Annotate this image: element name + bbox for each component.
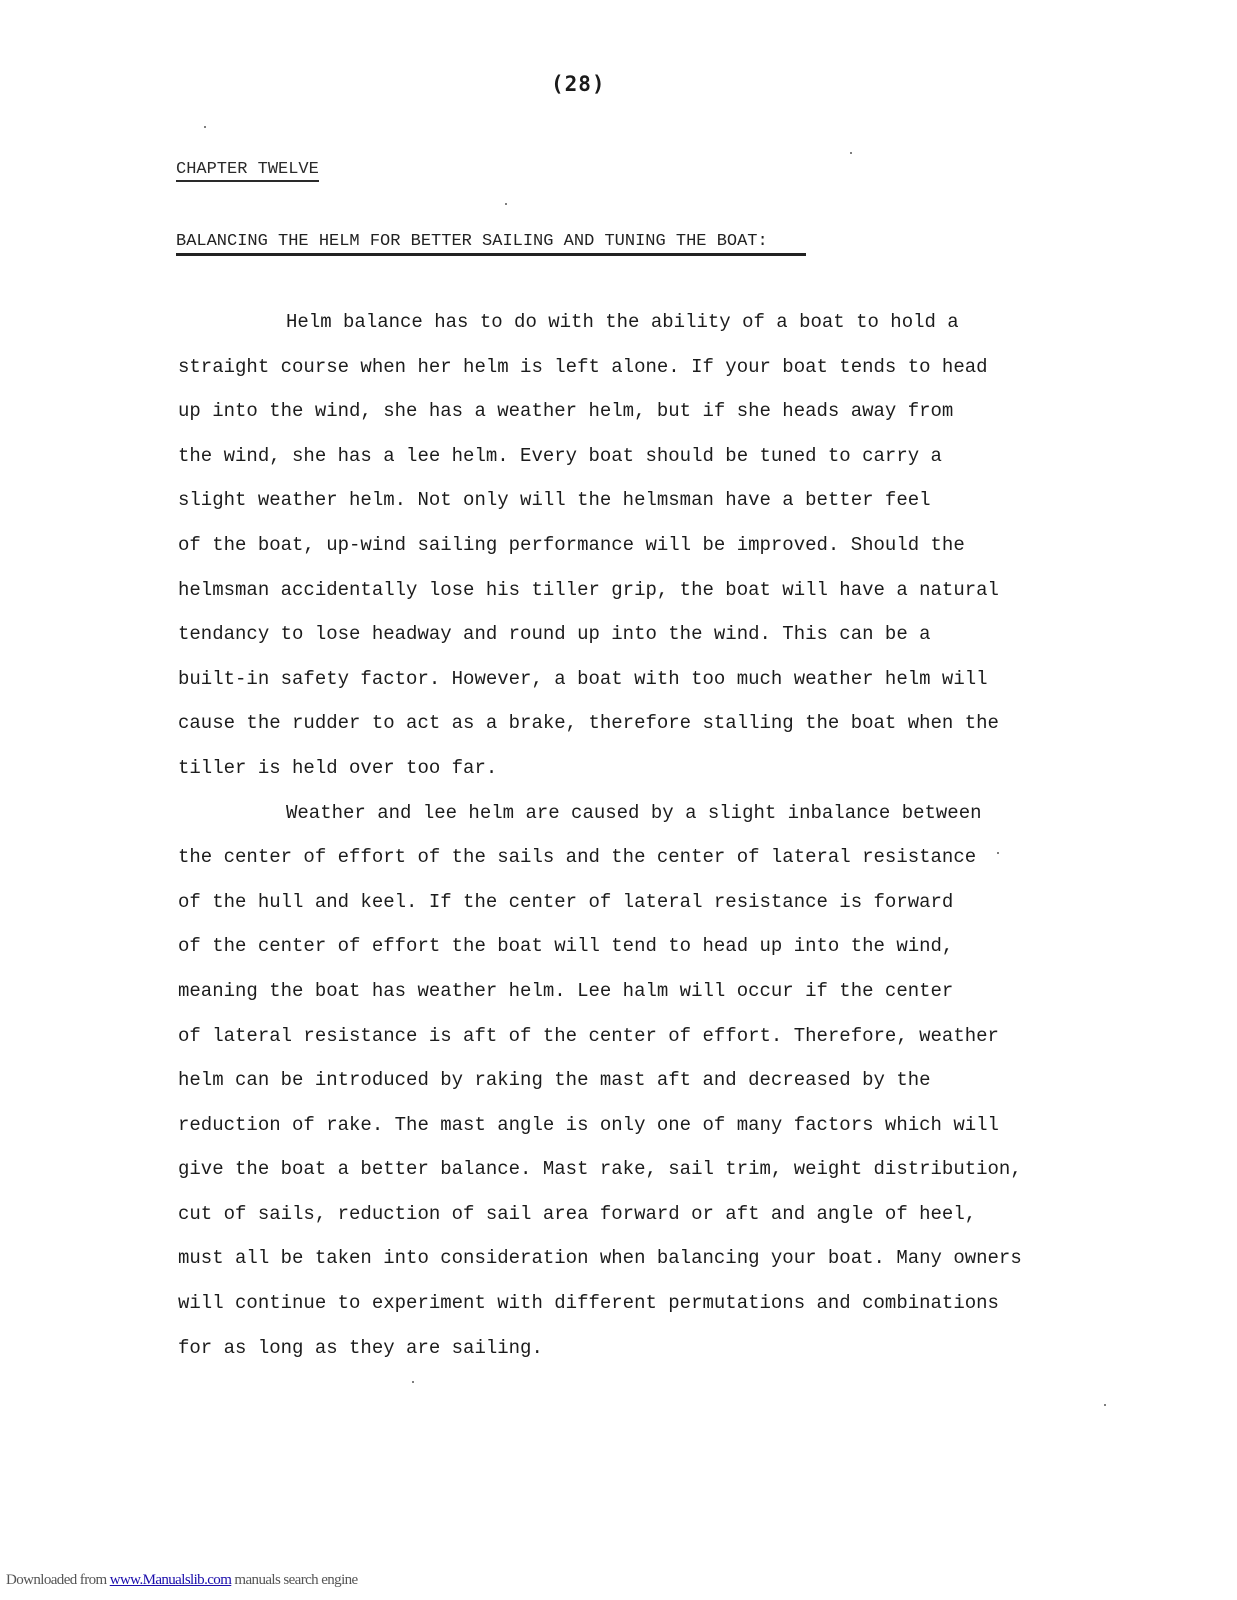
text-line: reduction of rake. The mast angle is only one of many factors which will (178, 1113, 999, 1136)
text-line: of the boat, up-wind sailing performance will be improved. Should the (178, 533, 965, 556)
text-line: built-in safety factor. However, a boat with too much weather helm will (178, 667, 988, 690)
text-line: give the boat a better balance. Mast rake, sail trim, weight distribution, (178, 1158, 1022, 1181)
download-footer (6, 1572, 358, 1589)
text-line: of the center of effort the boat will tend to head up into the wind, (178, 935, 954, 958)
text-line: tendancy to lose headway and round up into the wind. This can be a (178, 623, 931, 646)
scan-speck (1104, 1404, 1106, 1406)
text-line: cut of sails, reduction of sail area forward or aft and angle of heel, (178, 1202, 977, 1225)
page-number: (28) (551, 72, 606, 96)
text-line: straight course when her helm is left alone. If your boat tends to head (178, 355, 988, 378)
body-text (178, 300, 1028, 1370)
chapter-title: CHAPTER TWELVE (176, 160, 319, 182)
text-line: helm can be introduced by raking the mast aft and decreased by the (178, 1069, 931, 1092)
text-line: slight weather helm. Not only will the helmsman have a better feel (178, 489, 931, 512)
section-title: BALANCING THE HELM FOR BETTER SAILING AND TUNING THE BOAT: (176, 232, 806, 256)
text-line: Helm balance has to do with the ability of a boat to hold a (286, 311, 959, 333)
text-line: the center of effort of the sails and the center of lateral resistance (178, 846, 977, 869)
text-line: cause the rudder to act as a brake, therefore stalling the boat when the (178, 712, 999, 735)
manualslib-link[interactable]: www.Manualslib.com (109, 1572, 232, 1588)
scan-speck (505, 203, 507, 205)
text-line: of the hull and keel. If the center of lateral resistance is forward (178, 890, 954, 913)
paragraph-1 (178, 300, 1028, 791)
paragraph-2 (178, 791, 1028, 1371)
text-line: for as long as they are sailing. (178, 1336, 543, 1359)
text-line: tiller is held over too far. (178, 756, 498, 779)
text-line: meaning the boat has weather helm. Lee halm will occur if the center (178, 979, 954, 1002)
scan-speck (204, 126, 206, 128)
footer-prefix: Downloaded from (6, 1572, 110, 1588)
scan-speck (412, 1381, 414, 1383)
text-line: Weather and lee helm are caused by a slight inbalance between (286, 801, 982, 824)
scan-speck (997, 852, 999, 854)
footer-suffix: manuals search engine (231, 1572, 358, 1588)
text-line: will continue to experiment with different permutations and combinations (178, 1292, 999, 1315)
text-line: of lateral resistance is aft of the center of effort. Therefore, weather (178, 1024, 999, 1047)
text-line: must all be taken into consideration when balancing your boat. Many owners (178, 1247, 1022, 1270)
text-line: the wind, she has a lee helm. Every boat should be tuned to carry a (178, 444, 942, 467)
scan-speck (850, 152, 852, 154)
text-line: up into the wind, she has a weather helm, but if she heads away from (178, 400, 954, 423)
text-line: helmsman accidentally lose his tiller grip, the boat will have a natural (178, 578, 999, 601)
